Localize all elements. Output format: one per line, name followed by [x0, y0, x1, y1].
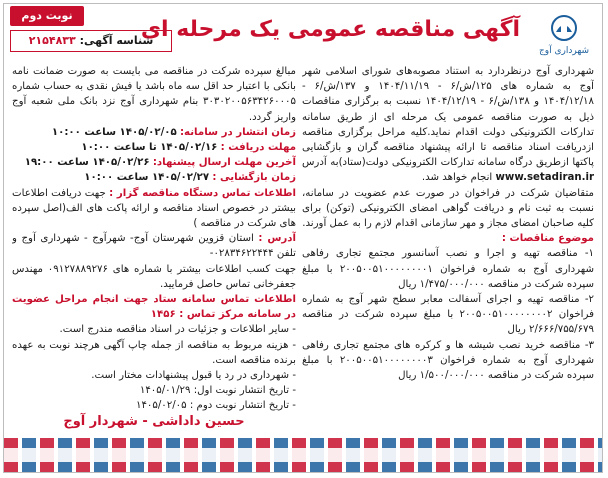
ad-id-box [10, 30, 172, 52]
registration-paragraph: متقاضیان شرکت در فراخوان در صورت عدم عضویت در سامانه، نسبت به ثبت نام و دریافت گواهی امضای الکترونیکی (توکن) برای کلیه صاحبان امضای مجاز و مهر سازمانی اقدام لازم را به عمل آورند. [302, 187, 594, 230]
publish-time-value: ۱۴۰۵/۰۲/۰۵ ساعت ۱۰:۰۰ [51, 126, 177, 138]
address-label: آدرس : [258, 233, 296, 245]
opening-time-label: زمان بازگشایی : [212, 172, 296, 184]
tender-item-2: ۲- مناقصه تهیه و اجرای آسفالت معابر سطح شهر آوج به شماره فراخوان ۲۰۰۵۰۰۵۱۰۰۰۰۰۰۰۰۲ با مبلغ سپرده شرکت در مناقصه ۲/۶۶۶/۷۵۵/۶۷۹ ریال [302, 294, 594, 336]
municipality-emblem-icon [535, 12, 593, 58]
second-publish-date: - تاریخ انتشار نوبت دوم : ۱۴۰۵/۰۲/۰۵ [135, 400, 296, 412]
contact-heading: اطلاعات تماس دستگاه مناقصه گزار : [109, 187, 296, 199]
ad-id-value: ۲۱۵۴۸۳۳ [28, 34, 76, 47]
receive-deadline-row [12, 140, 296, 155]
logo-lettering: شهرداری آوج [538, 46, 590, 56]
deposit-paragraph: مبالغ سپرده شرکت در مناقصه می بایست به صورت ضمانت نامه بانکی با اعتبار حد اقل سه ماه باشد یا فیش نقدی به حساب شماره ۳۰۳۰۲۰۰۵۶۳۴۲۶۰۰۰۵ بنام شهرداری آوج نزد بانک ملی شعبه آوج واریز گردد. [12, 66, 296, 123]
opening-time-row [12, 170, 296, 185]
website-link[interactable]: www.setadiran.ir [495, 172, 594, 184]
edition-badge: نوبت دوم [10, 6, 84, 26]
opening-time-value: ۱۴۰۵/۰۲/۲۷ ساعت ۱۰:۰۰ [84, 172, 210, 184]
submit-deadline-row [12, 155, 296, 170]
contact-text: جهت دریافت اطلاعات بیشتر در خصوص اسناد مناقصه و ارائه پاکت های الف(اصل سپرده های شرکت در مناقصه ) [12, 187, 296, 230]
advertisement-frame [3, 3, 603, 473]
more-info-paragraph: جهت کسب اطلاعات بیشتر با شماره های ۰۹۱۲۷۸۸۹۲۷۶ مهندس جعفرخانی تماس حاصل فرمایید. [12, 263, 296, 290]
submit-deadline-value: ۱۴۰۵/۰۲/۲۶ ساعت ۱۹:۰۰ [24, 157, 150, 169]
ad-id-label: شناسه آگهی: [79, 34, 154, 47]
note-3: - شهرداری در رد یا قبول پیشنهادات مختار است. [91, 370, 296, 382]
note-1: - سایر اطلاعات و جزئیات در اسناد مناقصه مندرج است. [59, 324, 296, 336]
first-publish-date: - تاریخ انتشار نوبت اول: ۱۴۰۵/۰۱/۲۹ [139, 385, 296, 397]
ad-header [4, 4, 604, 66]
publish-time-row [12, 125, 296, 140]
left-column [12, 64, 296, 436]
decorative-footer-band [4, 448, 602, 462]
receive-deadline-label: مهلت دریافت : [220, 142, 296, 154]
tender-item-3: ۳- مناقصه خرید نصب شیشه ها و کرکره های مجتمع تجاری رفاهی شهرداری آوج به شماره فراخوان ۲۰۰۵۰۰۵۱۰۰۰۰۰۰۰۰۳ با مبلغ سپرده شرکت در مناقصه ۱/۵۰۰/۰۰۰/۰۰۰ ریال [302, 339, 594, 382]
publish-time-label: زمان انتشار در سامانه: [179, 126, 296, 138]
submit-deadline-label: آخرین مهلت ارسال پیشنهاد: [152, 157, 296, 169]
tender-item-1: ۱- مناقصه تهیه و اجرا و نصب آسانسور مجتمع تجاری رفاهی شهرداری آوج به شماره فراخوان ۲۰۰۵۰۰۵۱۰۰۰۰۰۰۰۰۱ با مبلغ سپرده شرکت در مناقصه ۱/۴۷۵/۰۰۰/۰۰۰ ریال [302, 248, 594, 290]
right-column [302, 64, 594, 436]
receive-deadline-value: ۱۴۰۵/۰۲/۱۶ تا ساعت ۱۰:۰۰ [81, 142, 218, 154]
setad-contact-heading: اطلاعات تماس سامانه ستاد جهت انجام مراحل عضویت در سامانه مرکز تماس : ۱۴۵۶ [12, 294, 296, 321]
ad-title: آگهی مناقصه عمومی یک مرحله ای [140, 17, 520, 42]
municipality-logo [532, 10, 596, 60]
note-2: - هزینه مربوط به مناقصه از جمله چاپ آگهی هرچند نوبت به عهده برنده مناقصه است. [12, 339, 296, 366]
mayor-signature: حسین داداشی - شهردار آوج [63, 414, 245, 429]
intro-text: شهرداری آوج درنظردارد به استناد مصوبه‌های شورای اسلامی شهر آوج به شماره های ۱۲۵/ش/۶ - ۱۴۰۴/۱۱/۱۹ و ۱۳۷/ش/۶ - ۱۴۰۴/۱۲/۱۸ و ۱۳۸/ش/۶ - ۱۴۰۴/۱۲/۱۹ نسبت به برگزاری مناقصات ذیل به صورت مناقصه عمومی یک مرحله ای از طریق سامانه تدارکات الکترونیکی دولت اقدام نماید.کلیه مراحل برگزاری مناقصه ازدریافت اسناد مناقصه تا ارائه پیشنهاد مناقصه گران و بازگشایی پاکتها ازطریق درگاه سامانه تدارکات الکترونیکی دولت(ستاد)به آدرس [302, 66, 594, 169]
intro-end-text: انجام خواهد شد. [421, 172, 493, 184]
address-value: استان قزوین شهرستان آوج- شهرآوج - شهرداری آوج و تلفن ۰۲۸۳۴۶۲۲۴۴۴- [12, 233, 296, 260]
subjects-heading: موضوع مناقصات : [501, 233, 594, 245]
address-paragraph [12, 231, 296, 261]
contact-paragraph [12, 186, 296, 232]
intro-paragraph [302, 64, 594, 186]
